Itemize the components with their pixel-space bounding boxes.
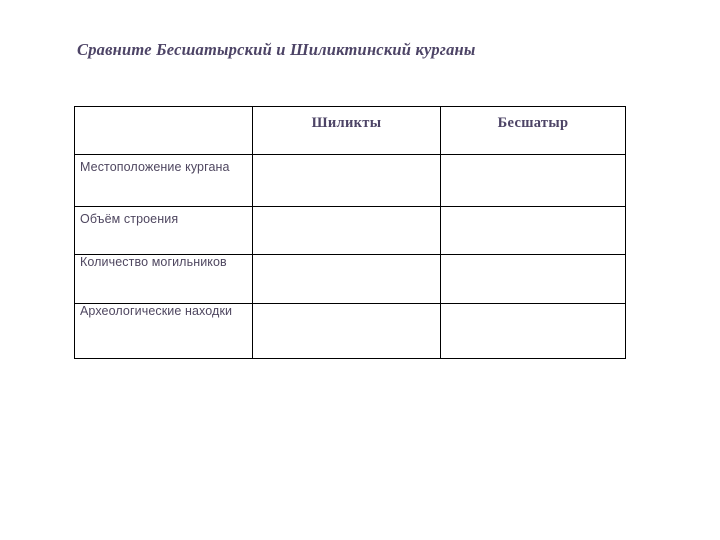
row-label-cell-finds [75, 304, 253, 359]
cell-volume-besshatyr[interactable] [441, 207, 626, 255]
row-label-finds: Археологические находки [80, 304, 233, 318]
row-label-cell-volume [75, 207, 253, 255]
cell-text-burial-count-shilikty [253, 255, 440, 261]
table-header-cell-besshatyr [441, 107, 626, 155]
table-header-row [75, 107, 626, 155]
cell-text-volume-shilikty [253, 207, 440, 213]
cell-text-volume-besshatyr [441, 207, 625, 213]
cell-text-location-shilikty [253, 155, 440, 161]
table-row [75, 255, 626, 304]
cell-finds-shilikty[interactable] [253, 304, 441, 359]
cell-text-burial-count-besshatyr [441, 255, 625, 261]
column-header-besshatyr: Бесшатыр [497, 115, 569, 131]
cell-location-besshatyr[interactable] [441, 155, 626, 207]
cell-finds-besshatyr[interactable] [441, 304, 626, 359]
cell-volume-shilikty[interactable] [253, 207, 441, 255]
row-label-burial-count: Количество могильников [80, 255, 227, 269]
table-corner-cell [75, 107, 253, 155]
row-label-cell-location [75, 155, 253, 207]
cell-burial-count-shilikty[interactable] [253, 255, 441, 304]
cell-text-finds-shilikty [253, 304, 440, 310]
cell-location-shilikty[interactable] [253, 155, 441, 207]
cell-burial-count-besshatyr[interactable] [441, 255, 626, 304]
row-label-volume: Объём строения [80, 212, 179, 226]
table-row [75, 155, 626, 207]
row-label-location: Местоположение кургана [80, 160, 230, 174]
cell-text-finds-besshatyr [441, 304, 625, 310]
page-title: Сравните Бесшатырский и Шиликтинский курганы [77, 40, 476, 59]
column-header-shilikty: Шиликты [311, 115, 382, 131]
table-row [75, 207, 626, 255]
table-corner-label [75, 107, 252, 115]
comparison-table [74, 106, 626, 359]
cell-text-location-besshatyr [441, 155, 625, 161]
table-row [75, 304, 626, 359]
row-label-cell-burial-count [75, 255, 253, 304]
table-header-cell-shilikty [253, 107, 441, 155]
